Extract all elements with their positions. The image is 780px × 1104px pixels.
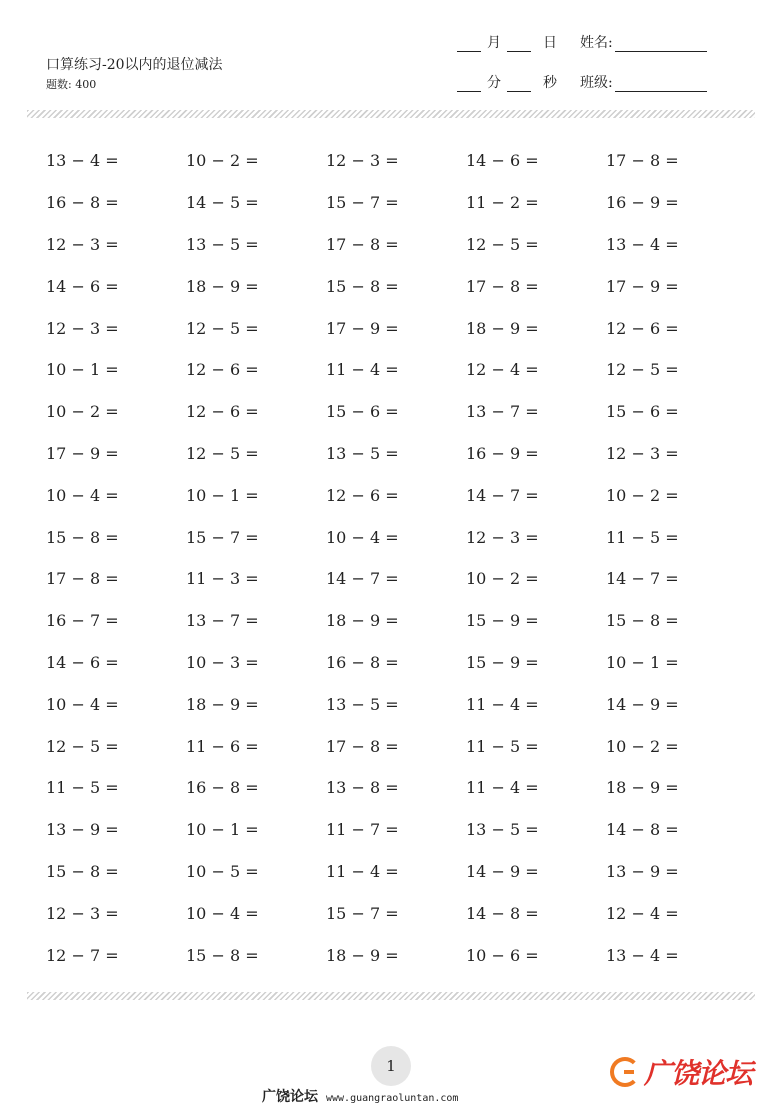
problem-item: 10 − 1 = xyxy=(186,820,259,840)
problem-item: 11 − 4 = xyxy=(326,360,399,380)
month-label: 月 xyxy=(487,35,501,51)
problem-item: 17 − 8 = xyxy=(466,276,539,296)
problem-item: 12 − 6 = xyxy=(326,485,399,505)
problem-item: 15 − 9 = xyxy=(466,652,539,672)
problem-item: 14 − 6 = xyxy=(46,276,119,296)
problem-item: 14 − 9 = xyxy=(606,694,679,714)
footer xyxy=(262,1086,458,1104)
problem-item: 15 − 8 = xyxy=(326,276,399,296)
problem-item: 11 − 4 = xyxy=(326,861,399,881)
problem-item: 12 − 5 = xyxy=(186,318,259,338)
problem-item: 13 − 5 = xyxy=(186,234,259,254)
day-label: 日 xyxy=(543,35,557,51)
problem-item: 18 − 9 = xyxy=(326,611,399,631)
problem-item: 14 − 6 = xyxy=(46,652,119,672)
site-logo xyxy=(610,1052,752,1092)
problem-item: 10 − 3 = xyxy=(186,652,259,672)
problem-item: 12 − 5 = xyxy=(606,360,679,380)
problem-item: 13 − 9 = xyxy=(606,861,679,881)
problem-item: 15 − 9 = xyxy=(466,611,539,631)
problem-item: 12 − 5 = xyxy=(186,443,259,463)
problem-item: 10 − 4 = xyxy=(46,694,119,714)
problem-item: 12 − 4 = xyxy=(606,903,679,923)
problem-item: 16 − 7 = xyxy=(46,611,119,631)
problem-item: 12 − 6 = xyxy=(186,360,259,380)
problem-item: 12 − 7 = xyxy=(46,945,119,965)
problem-item: 11 − 4 = xyxy=(466,694,539,714)
page-number: 1 xyxy=(371,1046,411,1086)
problem-item: 14 − 9 = xyxy=(466,861,539,881)
minute-blank[interactable] xyxy=(457,78,481,92)
problem-item: 11 − 6 = xyxy=(186,736,259,756)
problem-item: 10 − 2 = xyxy=(186,151,259,171)
problem-item: 11 − 7 = xyxy=(326,820,399,840)
problem-item: 13 − 9 = xyxy=(46,820,119,840)
class-label: 班级: xyxy=(580,75,613,91)
problem-item: 14 − 7 = xyxy=(466,485,539,505)
problem-item: 10 − 1 = xyxy=(606,652,679,672)
logo-text: 广饶论坛 xyxy=(644,1057,753,1090)
problem-item: 11 − 2 = xyxy=(466,193,539,213)
problem-item: 11 − 5 = xyxy=(46,778,119,798)
problem-item: 14 − 8 = xyxy=(606,820,679,840)
bottom-divider xyxy=(27,992,755,1000)
problem-item: 17 − 8 = xyxy=(606,151,679,171)
problem-item: 12 − 4 = xyxy=(466,360,539,380)
problem-item: 13 − 4 = xyxy=(606,234,679,254)
problem-item: 14 − 7 = xyxy=(326,569,399,589)
problem-item: 18 − 9 = xyxy=(466,318,539,338)
name-field xyxy=(580,32,707,52)
problem-item: 15 − 8 = xyxy=(46,527,119,547)
problem-item: 15 − 6 = xyxy=(326,402,399,422)
top-divider xyxy=(27,110,755,118)
footer-site-name: 广饶论坛 xyxy=(262,1089,318,1104)
problem-item: 14 − 7 = xyxy=(606,569,679,589)
second-label: 秒 xyxy=(543,75,557,91)
problem-item: 13 − 4 = xyxy=(46,151,119,171)
problem-item: 15 − 8 = xyxy=(186,945,259,965)
problem-item: 16 − 8 = xyxy=(186,778,259,798)
month-blank[interactable] xyxy=(457,38,481,52)
problem-item: 10 − 5 = xyxy=(186,861,259,881)
problem-item: 18 − 9 = xyxy=(326,945,399,965)
problem-item: 12 − 6 = xyxy=(186,402,259,422)
problem-item: 16 − 8 = xyxy=(46,193,119,213)
worksheet-title: 口算练习-20以内的退位减法 xyxy=(46,57,223,73)
problem-item: 12 − 3 = xyxy=(326,151,399,171)
problem-item: 17 − 9 = xyxy=(46,443,119,463)
problem-item: 12 − 3 = xyxy=(606,443,679,463)
problem-grid xyxy=(46,140,746,976)
problem-item: 12 − 6 = xyxy=(606,318,679,338)
problem-item: 10 − 2 = xyxy=(46,402,119,422)
problem-item: 12 − 3 = xyxy=(46,234,119,254)
problem-item: 18 − 9 = xyxy=(186,276,259,296)
time-fields xyxy=(457,72,563,92)
problem-item: 15 − 7 = xyxy=(326,193,399,213)
problem-item: 10 − 2 = xyxy=(466,569,539,589)
problem-item: 12 − 3 = xyxy=(466,527,539,547)
problem-item: 10 − 1 = xyxy=(46,360,119,380)
problem-item: 15 − 8 = xyxy=(46,861,119,881)
problem-item: 12 − 3 = xyxy=(46,903,119,923)
problem-item: 17 − 8 = xyxy=(326,736,399,756)
problem-item: 17 − 9 = xyxy=(326,318,399,338)
problem-item: 13 − 5 = xyxy=(466,820,539,840)
name-label: 姓名: xyxy=(580,35,613,51)
problem-item: 15 − 7 = xyxy=(186,527,259,547)
problem-item: 17 − 8 = xyxy=(46,569,119,589)
problem-item: 12 − 5 = xyxy=(466,234,539,254)
problem-item: 11 − 3 = xyxy=(186,569,259,589)
problem-item: 11 − 5 = xyxy=(466,736,539,756)
problem-item: 13 − 4 = xyxy=(606,945,679,965)
problem-item: 10 − 1 = xyxy=(186,485,259,505)
g-logo-icon xyxy=(610,1057,640,1087)
problem-item: 11 − 4 = xyxy=(466,778,539,798)
problem-item: 16 − 8 = xyxy=(326,652,399,672)
problem-item: 14 − 5 = xyxy=(186,193,259,213)
date-fields xyxy=(457,32,563,52)
problem-item: 11 − 5 = xyxy=(606,527,679,547)
problem-item: 10 − 2 = xyxy=(606,736,679,756)
problem-item: 15 − 7 = xyxy=(326,903,399,923)
problem-item: 10 − 6 = xyxy=(466,945,539,965)
day-blank[interactable] xyxy=(507,38,531,52)
problem-item: 10 − 4 = xyxy=(326,527,399,547)
problem-count: 题数: 400 xyxy=(46,78,97,91)
problem-item: 15 − 8 = xyxy=(606,611,679,631)
problem-item: 14 − 6 = xyxy=(466,151,539,171)
problem-item: 13 − 7 = xyxy=(186,611,259,631)
problem-item: 16 − 9 = xyxy=(466,443,539,463)
problem-item: 13 − 5 = xyxy=(326,443,399,463)
class-blank[interactable] xyxy=(615,78,707,92)
problem-item: 12 − 3 = xyxy=(46,318,119,338)
problem-item: 10 − 4 = xyxy=(46,485,119,505)
problem-item: 10 − 4 = xyxy=(186,903,259,923)
second-blank[interactable] xyxy=(507,78,531,92)
problem-item: 10 − 2 = xyxy=(606,485,679,505)
problem-item: 13 − 8 = xyxy=(326,778,399,798)
problem-item: 16 − 9 = xyxy=(606,193,679,213)
problem-item: 17 − 9 = xyxy=(606,276,679,296)
problem-item: 18 − 9 = xyxy=(606,778,679,798)
footer-url[interactable]: www.guangraoluntan.com xyxy=(326,1093,459,1104)
minute-label: 分 xyxy=(487,75,501,91)
problem-item: 12 − 5 = xyxy=(46,736,119,756)
problem-item: 13 − 7 = xyxy=(466,402,539,422)
problem-item: 18 − 9 = xyxy=(186,694,259,714)
problem-item: 15 − 6 = xyxy=(606,402,679,422)
problem-item: 13 − 5 = xyxy=(326,694,399,714)
name-blank[interactable] xyxy=(615,38,707,52)
class-field xyxy=(580,72,707,92)
problem-item: 14 − 8 = xyxy=(466,903,539,923)
problem-item: 17 − 8 = xyxy=(326,234,399,254)
